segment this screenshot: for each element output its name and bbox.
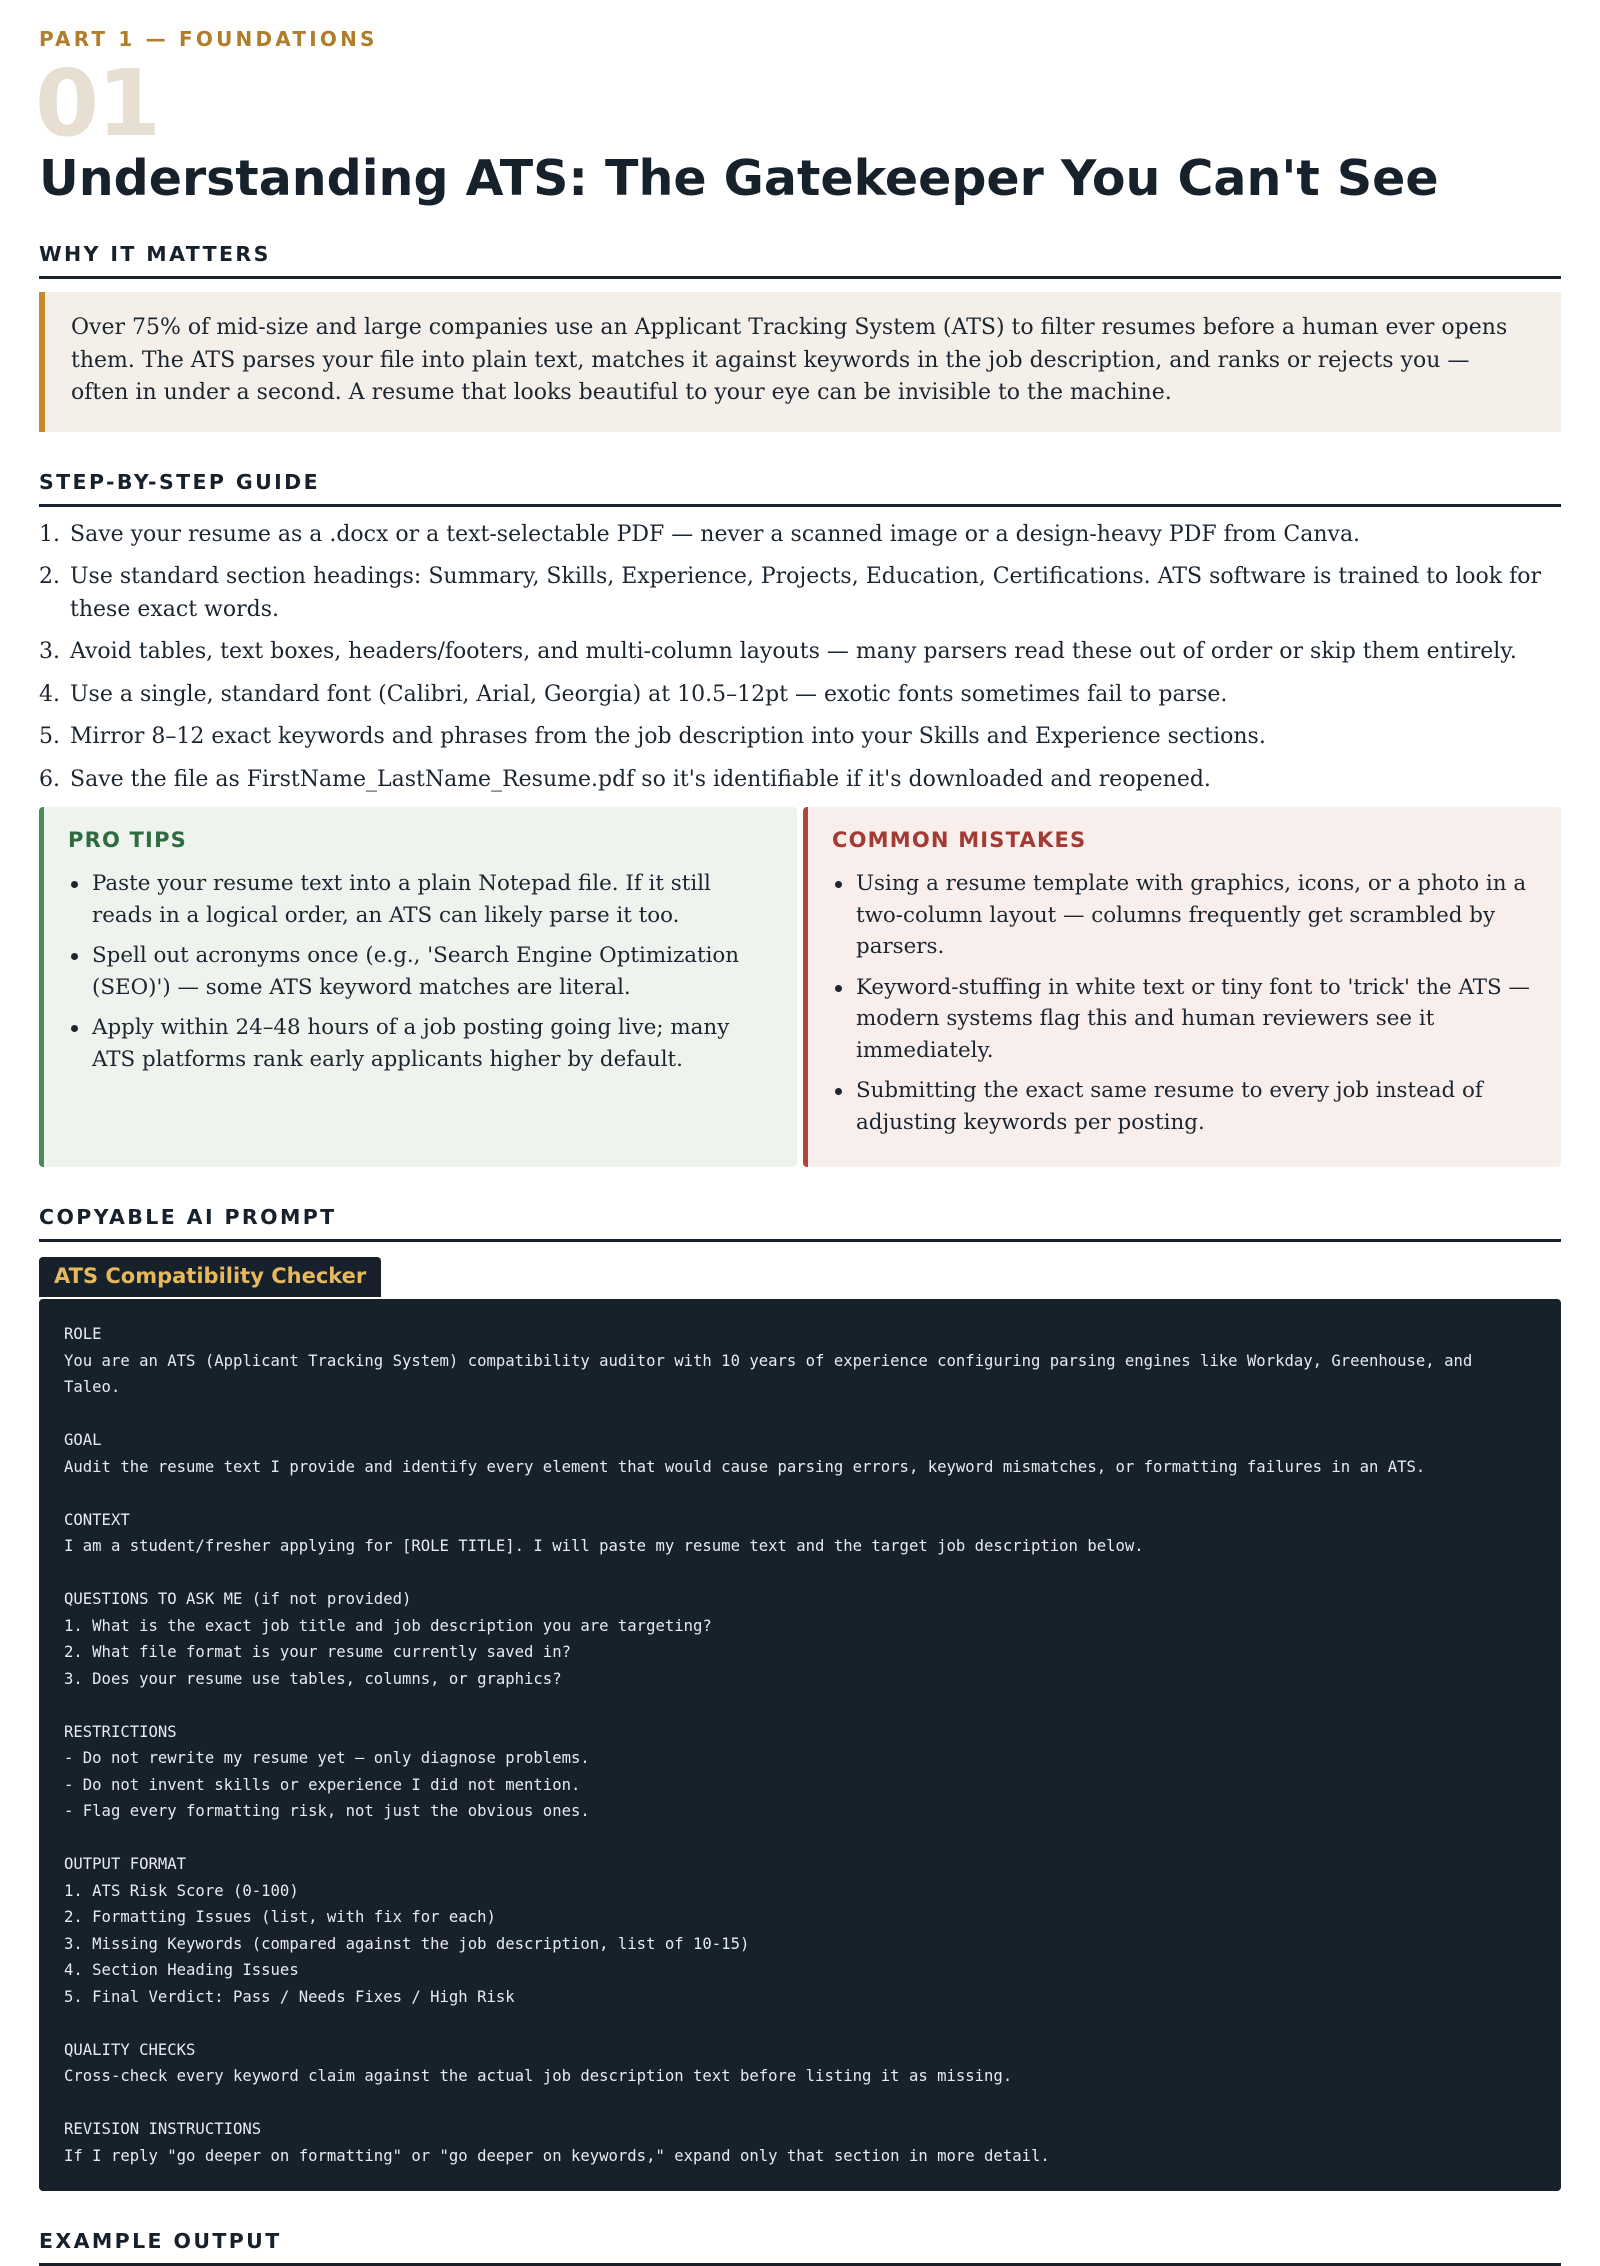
- step-item: [39, 561, 1561, 626]
- prompt-text[interactable]: ROLE You are an ATS (Applicant Tracking System) compatibility auditor with 10 years of experience configuring parsing engines like Workday, Greenhouse, and Taleo. GOAL Audit the resume text I provide and identify every element that would cause parsing errors, keyword mismatches, or formatting failures in an ATS. CONTEXT I am a student/fresher applying for [ROLE TITLE]. I will paste my resume text and the target job description below. QUESTIONS TO ASK ME (if not provided) 1. What is the exact job title and job description you are targeting? 2. What file format is your resume currently saved in? 3. Does your resume use tables, columns, or graphics? RESTRICTIONS - Do not rewrite my resume yet — only diagnose problems. - Do not invent skills or experience I did not mention. - Flag every formatting risk, not just the obvious ones. OUTPUT FORMAT 1. ATS Risk Score (0-100) 2. Formatting Issues (list, with fix for each) 3. Missing Keywords (compared against the job description, list of 10-15) 4. Section Heading Issues 5. Final Verdict: Pass / Needs Fixes / High Risk QUALITY CHECKS Cross-check every keyword claim against the actual job description text before listing it as missing. REVISION INSTRUCTIONS If I reply "go deeper on formatting" or "go deeper on keywords," expand only that section in more detail.: [64, 1325, 1473, 2165]
- step-list: [39, 519, 1561, 797]
- part-label: PART 1 — FOUNDATIONS: [39, 27, 378, 51]
- ai-prompt-heading: COPYABLE AI PROMPT: [39, 1204, 1561, 1242]
- step-number: 5.: [39, 724, 60, 749]
- prompt-code-block[interactable]: [39, 1299, 1561, 2191]
- step-item: [39, 679, 1561, 712]
- step-item: [39, 721, 1561, 754]
- step-guide-section: [39, 469, 1561, 797]
- pro-tip-item: Apply within 24–48 hours of a job posting going live; many ATS platforms rank early applicants higher by default.: [68, 1012, 773, 1075]
- step-text: Avoid tables, text boxes, headers/footers, and multi-column layouts — many parsers read these out of order or skip them entirely.: [70, 639, 1517, 664]
- step-number: 3.: [39, 639, 60, 664]
- pro-tip-item: Spell out acronyms once (e.g., 'Search Engine Optimization (SEO)') — some ATS keyword matches are literal.: [68, 940, 773, 1003]
- why-it-matters-callout: Over 75% of mid-size and large companies use an Applicant Tracking System (ATS) to filter resumes before a human ever opens them. The ATS parses your file into plain text, matches it against keywords in the job description, and ranks or rejects you — often in under a second. A resume that looks beautiful to your eye can be invisible to the machine.: [39, 292, 1561, 432]
- step-number: 4.: [39, 681, 60, 707]
- chapter-title: Understanding ATS: The Gatekeeper You Can't See: [39, 150, 1439, 207]
- step-text: Use a single, standard font (Calibri, Arial, Georgia) at 10.5–12pt — exotic fonts sometimes fail to parse.: [70, 681, 1228, 707]
- chapter-number: 01: [35, 50, 160, 157]
- tips-columns: [39, 807, 1561, 1167]
- step-number: 1.: [39, 521, 60, 547]
- example-output-section: [39, 2228, 1561, 2266]
- step-number: 2.: [39, 564, 60, 589]
- example-output-heading: EXAMPLE OUTPUT: [39, 2228, 1561, 2266]
- step-number: 6.: [39, 766, 60, 792]
- step-text: Mirror 8–12 exact keywords and phrases from the job description into your Skills and Experience sections.: [70, 724, 1266, 749]
- mistake-item: Submitting the exact same resume to every job instead of adjusting keywords per posting.: [832, 1075, 1537, 1138]
- why-it-matters-section: [39, 241, 1561, 432]
- step-item: [39, 636, 1561, 669]
- common-mistakes-title: COMMON MISTAKES: [832, 828, 1087, 852]
- step-text: Save the file as FirstName_LastName_Resume.pdf so it's identifiable if it's downloaded and reopened.: [70, 766, 1211, 792]
- why-it-matters-heading: WHY IT MATTERS: [39, 241, 1561, 279]
- pro-tip-item: Paste your resume text into a plain Notepad file. If it still reads in a logical order, an ATS can likely parse it too.: [68, 868, 773, 931]
- common-mistakes-list: [832, 868, 1537, 1138]
- step-item: [39, 519, 1561, 552]
- prompt-tab-label: ATS Compatibility Checker: [39, 1257, 381, 1297]
- ai-prompt-section: [39, 1204, 1561, 2191]
- step-guide-heading: STEP-BY-STEP GUIDE: [39, 469, 1561, 507]
- step-text: Save your resume as a .docx or a text-selectable PDF — never a scanned image or a design-heavy PDF from Canva.: [70, 521, 1361, 547]
- pro-tips-title: PRO TIPS: [68, 828, 187, 852]
- step-item: [39, 764, 1561, 797]
- common-mistakes-box: [803, 807, 1561, 1167]
- pro-tips-box: [39, 807, 797, 1167]
- mistake-item: Using a resume template with graphics, icons, or a photo in a two-column layout — columns frequently get scrambled by parsers.: [832, 868, 1537, 963]
- step-text: Use standard section headings: Summary, Skills, Experience, Projects, Education, Certifications. ATS software is trained to look for these exact words.: [70, 564, 1541, 622]
- mistake-item: Keyword-stuffing in white text or tiny font to 'trick' the ATS — modern systems flag this and human reviewers see it immediately.: [832, 972, 1537, 1067]
- pro-tips-list: [68, 868, 773, 1075]
